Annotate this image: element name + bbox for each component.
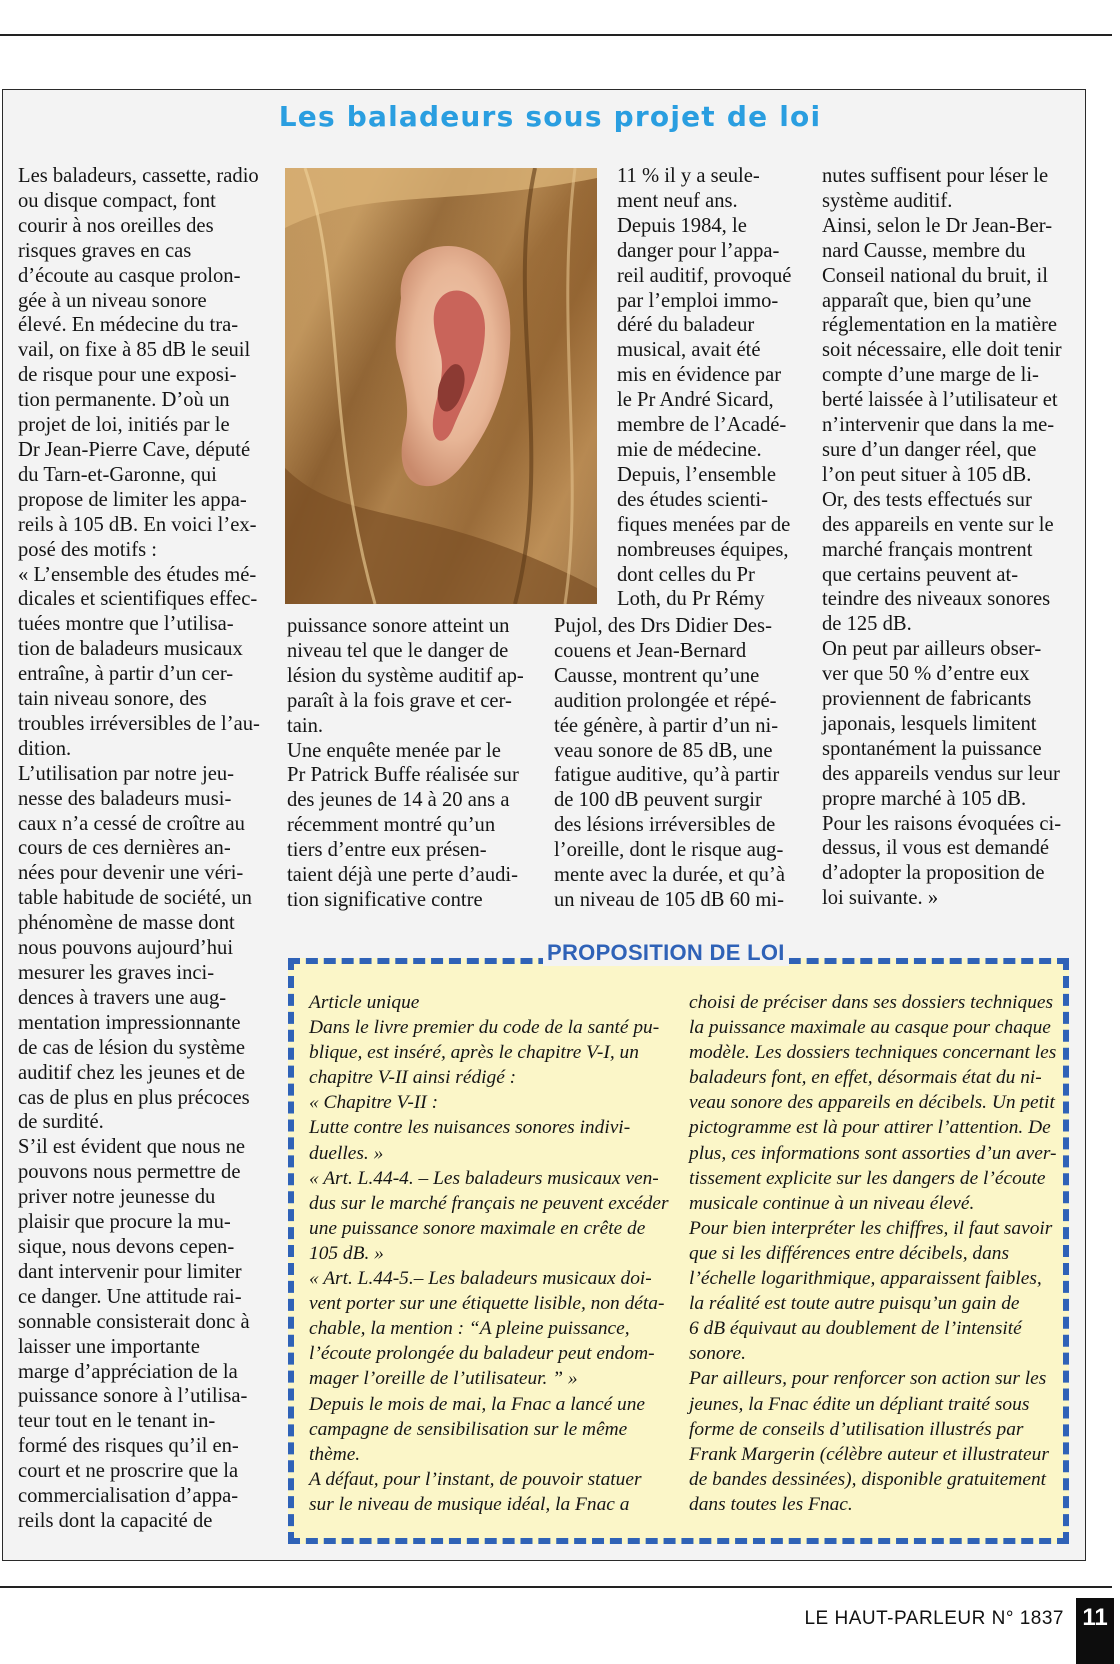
proposition-column-right: choisi de préciser dans ses dossiers techniques la puissance maximale au casque pour chaque modèle. Les dossiers techniques concernant les baladeurs font, en effet, désormais état du ni- veau sonore des appareils en décibels. Un petit pictogramme est là pour attirer l’attention. De plus, ces informations sont assorties d’un aver- tissement explicite sur les dangers de l’écoute musicale continue à un niveau élevé. Pour bien interpréter les chiffres, il faut savoir que si les différences entre décibels, dans l’échelle logarithmique, apparaissent faibles, la réalité est toute autre puisqu’un gain de 6 dB équivaut au doublement de l’intensité sonore. Par ailleurs, pour renforcer son action sur les jeunes, la Fnac édite un dépliant traité sous forme de conseils d’utilisation illustrés par Frank Margerin (célèbre auteur et illustrateur de bandes dessinées), disponible gratuitement dans toutes les Fnac. [689,992,1057,1515]
publication-footer: LE HAUT-PARLEUR N° 1837 [804,1608,1064,1629]
ear-photo [285,168,597,604]
proposition-column-left: Article unique Dans le livre premier du code de la santé pu- blique, est inséré, après le chapitre V-I, un chapitre V-II ainsi rédigé : « Chapitre V-II : Lutte contre les nuisances sonores indivi- duelles. » « Art. L.44-4. – Les baladeurs musicaux ven- dus sur le marché français ne peuvent excéder une puissance sonore maximale en crête de 105 dB. » « Art. L.44-5.– Les baladeurs musicaux doi- vent porter sur une étiquette lisible, non déta- chable, la mention : “A pleine puissance, l’écoute prolongée du baladeur peut endom- mager l’oreille de l’utilisateur. ” » Depuis le mois de mai, la Fnac a lancé une campagne de sensibilisation sur le même thème. A défaut, pour l’instant, de pouvoir statuer sur le niveau de musique idéal, la Fnac a [309,992,669,1515]
proposition-title: PROPOSITION DE LOI [543,940,789,966]
article-column-1: Les baladeurs, cassette, radio ou disque compact, font courir à nos oreilles des risques graves en cas d’écoute au casque prolon- gée à un niveau sonore élevé. En médecine du tra- vail, on fixe à 85 dB le seuil de risque pour une exposi- tion permanente. D’où un projet de loi, initiés par le Dr Jean-Pierre Cave, député du Tarn-et-Garonne, qui propose de limiter les appa- reils à 105 dB. En voici l’ex- posé des motifs : « L’ensemble des études mé- dicales et scientifiques effec- tuées montre que l’utilisa- tion de baladeurs musicaux entraîne, à partir d’un cer- tain niveau sonore, des troubles irréversibles de l’au- dition. L’utilisation par notre jeu- nesse des baladeurs musi- caux n’a cessé de croître au cours de ces dernières an- nées pour devenir une véri- table habitude de société, un phénomène de masse dont nous pouvons aujourd’hui mesurer les graves inci- dences à travers une aug- mentation impressionnante de cas de lésion du système auditif chez les jeunes et de cas de plus en plus précoces de surdité. S’il est évident que nous ne pouvons nous permettre de priver notre jeunesse du plaisir que procure la mu- sique, nous devons cepen- dant intervenir pour limiter ce danger. Une attitude rai- sonnable consisterait donc à laisser une importante marge d’appréciation de la puissance sonore à l’utilisa- teur tout en le tenant in- formé des risques qu’il en- court et ne proscrire que la commercialisation d’appa- reils dont la capacité de [18,165,260,1532]
bottom-rule [0,1586,1112,1588]
top-rule [0,34,1112,36]
article-column-3-bottom: Pujol, des Drs Didier Des- couens et Jean-Bernard Causse, montrent qu’une audition prolongée et répé- tée génère, à partir d’un ni- veau sonore de 85 dB, une fatigue auditive, qu’à partir de 100 dB peuvent surgir des lésions irréversibles de l’oreille, dont le risque aug- mente avec la durée, et qu’à un niveau de 105 dB 60 mi- [554,615,785,911]
article-column-2: puissance sonore atteint un niveau tel que le danger de lésion du système auditif ap- paraît à la fois grave et cer- tain. Une enquête menée par le Pr Patrick Buffe réalisée sur des jeunes de 14 à 20 ans a récemment montré qu’un tiers d’entre eux présen- taient déjà une perte d’audi- tion significative contre [287,615,524,911]
article-title: Les baladeurs sous projet de loi [278,100,822,133]
article-column-3-top: 11 % il y a seule- ment neuf ans. Depuis 1984, le danger pour l’appa- reil auditif, provoqué par l’emploi immo- déré du baladeur musical, avait été mis en évidence par le Pr André Sicard, membre de l’Acadé- mie de médecine. Depuis, l’ensemble des études scienti- fiques menées par de nombreuses équipes, dont celles du Pr Loth, du Pr Rémy [617,165,792,611]
page-number: 11 [1076,1598,1114,1664]
article-column-4: nutes suffisent pour léser le système auditif. Ainsi, selon le Dr Jean-Ber- nard Causse, membre du Conseil national du bruit, il apparaît que, bien qu’une réglementation en la matière soit nécessaire, elle doit tenir compte d’une marge de li- berté laissée à l’utilisateur et n’intervenir que dans la me- sure d’un danger réel, que l’on peut situer à 105 dB. Or, des tests effectués sur des appareils en vente sur le marché français montrent que certains peuvent at- teindre des niveaux sonores de 125 dB. On peut par ailleurs obser- ver que 50 % d’entre eux proviennent de fabricants japonais, lesquels limitent spontanément la puissance des appareils vendus sur leur propre marché à 105 dB. Pour les raisons évoquées ci- dessus, il vous est demandé d’adopter la proposition de loi suivante. » [822,165,1062,910]
ear-photo-illustration [285,168,597,604]
